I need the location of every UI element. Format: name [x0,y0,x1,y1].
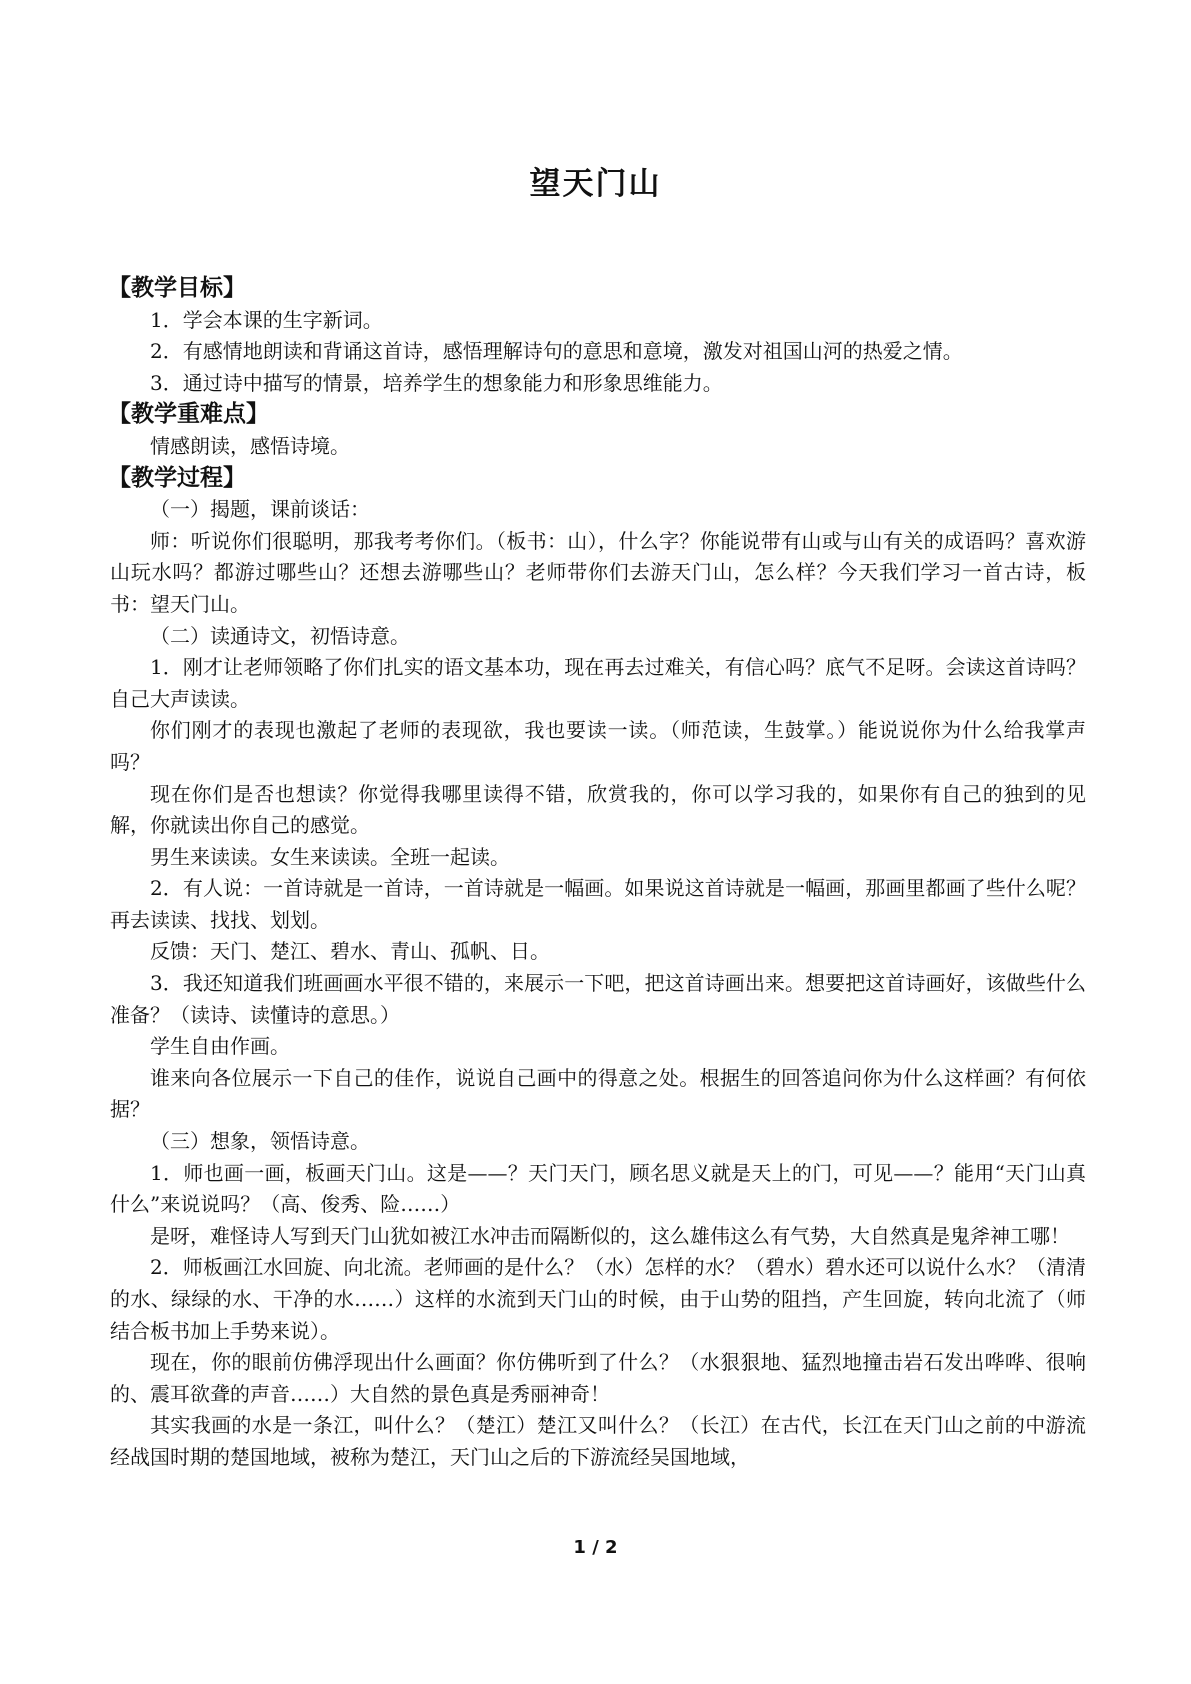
paragraph: （二）读通诗文，初悟诗意。 [150,623,410,648]
paragraph: 情感朗读，感悟诗境。 [150,433,350,458]
paragraph: 3．我还知道我们班画画水平很不错的，来展示一下吧，把这首诗画出来。想要把这首诗画好，该做些什么准备？（读诗、读懂诗的意思。） [110,971,1086,1027]
paragraph: 2．有人说：一首诗就是一首诗，一首诗就是一幅画。如果说这首诗就是一幅画，那画里都画了些什么呢？再去读读、找找、划划。 [110,876,1086,932]
paragraph: （三）想象，领悟诗意。 [150,1129,370,1154]
paragraph: 1．刚才让老师领略了你们扎实的语文基本功，现在再去过难关，有信心吗？底气不足呀。会读这首诗吗？自己大声读读。 [110,655,1086,711]
paragraph: 1．师也画一画，板画天门山。这是——？天门天门，顾名思义就是天上的门，可见——？能用“天门山真什么”来说说吗？（高、俊秀、险……） [110,1160,1086,1217]
section-heading-process: 【教学过程】 [108,464,246,491]
section-heading-objectives: 【教学目标】 [108,275,246,301]
document-title: 望天门山 [529,166,662,202]
page-number: 1 / 2 [573,1537,618,1558]
paragraph: 现在，你的眼前仿佛浮现出什么画面？你仿佛听到了什么？（水狠狠地、猛烈地撞击岩石发出哗哗、很响的、震耳欲聋的声音……）大自然的景色真是秀丽神奇！ [110,1350,1086,1406]
section-heading-key-points: 【教学重难点】 [108,401,269,428]
paragraph: 2．师板画江水回旋、向北流。老师画的是什么？（水）怎样的水？（碧水）碧水还可以说什么水？（清清的水、绿绿的水、干净的水……）这样的水流到天门山的时候，由于山势的阻挡，产生回旋，转向北流了（师结合板书加上手势来说）。 [110,1255,1086,1343]
paragraph: 1．学会本课的生字新词。 [150,307,383,332]
paragraph: （一）揭题，课前谈话： [150,497,370,522]
paragraph: 2．有感情地朗读和背诵这首诗，感悟理解诗句的意思和意境，激发对祖国山河的热爱之情。 [150,339,963,364]
paragraph: 师：听说你们很聪明，那我考考你们。（板书：山），什么字？你能说带有山或与山有关的成语吗？喜欢游山玩水吗？都游过哪些山？还想去游哪些山？老师带你们去游天门山，怎么样？今天我们学习一首古诗，板书：望天门山。 [110,528,1086,616]
paragraph: 男生来读读。女生来读读。全班一起读。 [150,844,510,869]
paragraph: 是呀，难怪诗人写到天门山犹如被江水冲击而隔断似的，这么雄伟这么有气势，大自然真是鬼斧神工哪！ [150,1223,1070,1248]
paragraph: 其实我画的水是一条江，叫什么？（楚江）楚江又叫什么？（长江）在古代，长江在天门山之前的中游流经战国时期的楚国地域，被称为楚江，天门山之后的下游流经吴国地域， [110,1413,1086,1469]
paragraph: 学生自由作画。 [150,1034,290,1059]
paragraph: 谁来向各位展示一下自己的佳作，说说自己画中的得意之处。根据生的回答追问你为什么这样画？有何依据？ [110,1065,1086,1122]
paragraph: 反馈：天门、楚江、碧水、青山、孤帆、日。 [150,939,550,964]
paragraph: 你们刚才的表现也激起了老师的表现欲，我也要读一读。（师范读，生鼓掌。）能说说你为什么给我掌声吗？ [110,718,1086,774]
paragraph: 现在你们是否也想读？你觉得我哪里读得不错，欣赏我的，你可以学习我的，如果你有自己的独到的见解，你就读出你自己的感觉。 [110,781,1086,838]
document-body [110,273,1086,1474]
paragraph: 3．通过诗中描写的情景，培养学生的想象能力和形象思维能力。 [150,370,723,395]
